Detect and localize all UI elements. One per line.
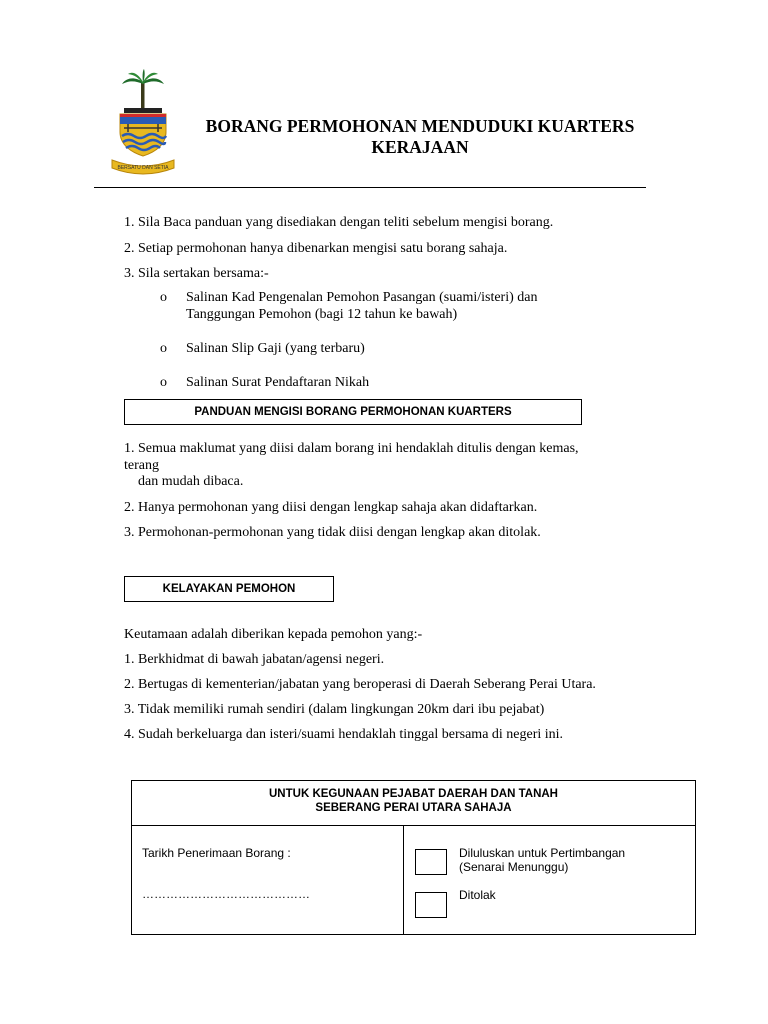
panduan-item-3: 3. Permohonan-permohonan yang tidak diisi dengan lengkap akan ditolak. [124,525,541,540]
instruction-1: 1. Sila Baca panduan yang disediakan dengan teliti sebelum mengisi borang. [124,215,554,230]
bullet-marker: o [160,375,167,390]
form-title-line2: KERAJAAN [371,137,469,157]
approved-label-line1: Diluluskan untuk Pertimbangan [459,846,626,860]
instruction-2: 2. Setiap permohonan hanya dibenarkan mengisi satu borang sahaja. [124,241,508,256]
header-divider [94,187,646,188]
kelayakan-item-1: 1. Berkhidmat di bawah jabatan/agensi negeri. [124,652,385,667]
panduan-item-1-line3: dan mudah dibaca. [138,474,244,489]
form-title-line1: BORANG PERMOHONAN MENDUDUKI KUARTERS [205,116,635,136]
svg-text:BERSATU DAN SETIA: BERSATU DAN SETIA [117,165,169,171]
attachment-2: Salinan Slip Gaji (yang terbaru) [186,341,365,356]
panduan-item-1-line2: terang [124,458,159,473]
attachment-3: Salinan Surat Pendaftaran Nikah [186,375,370,390]
office-use-heading-line2: SEBERANG PERAI UTARA SAHAJA [315,802,512,814]
palm-tree-icon [122,69,164,108]
instruction-3: 3. Sila sertakan bersama:- [124,266,269,281]
approved-checkbox[interactable] [415,849,447,875]
rejected-label: Ditolak [459,888,496,902]
bullet-marker: o [160,341,167,356]
office-use-box [131,780,696,935]
panduan-heading: PANDUAN MENGISI BORANG PERMOHONAN KUARTERS [124,399,582,425]
kelayakan-item-3: 3. Tidak memiliki rumah sendiri (dalam lingkungan 20km dari ibu pejabat) [124,702,545,717]
bullet-marker: o [160,290,167,305]
attachment-1-line1: Salinan Kad Pengenalan Pemohon Pasangan (suami/isteri) dan [186,290,538,305]
rejected-checkbox[interactable] [415,892,447,918]
panduan-item-2: 2. Hanya permohonan yang diisi dengan lengkap sahaja akan didaftarkan. [124,500,538,515]
kelayakan-item-2: 2. Bertugas di kementerian/jabatan yang beroperasi di Daerah Seberang Perai Utara. [124,677,596,692]
form-title [150,116,690,158]
kelayakan-item-4: 4. Sudah berkeluarga dan isteri/suami hendaklah tinggal bersama di negeri ini. [124,727,564,742]
office-use-heading-line1: UNTUK KEGUNAAN PEJABAT DAERAH DAN TANAH [269,788,558,800]
approved-label-line2: (Senarai Menunggu) [459,860,569,874]
date-received-label: Tarikh Penerimaan Borang : [142,846,291,860]
office-use-heading [132,781,695,826]
kelayakan-heading: KELAYAKAN PEMOHON [124,576,334,602]
office-use-divider [403,826,404,934]
date-received-field[interactable]: …………………………………… [142,887,310,901]
kelayakan-intro: Keutamaan adalah diberikan kepada pemohon yang:- [124,627,423,642]
attachment-1-line2: Tanggungan Pemohon (bagi 12 tahun ke bawah) [186,307,458,322]
panduan-item-1-line1: 1. Semua maklumat yang diisi dalam borang ini hendaklah ditulis dengan kemas, [124,441,579,456]
